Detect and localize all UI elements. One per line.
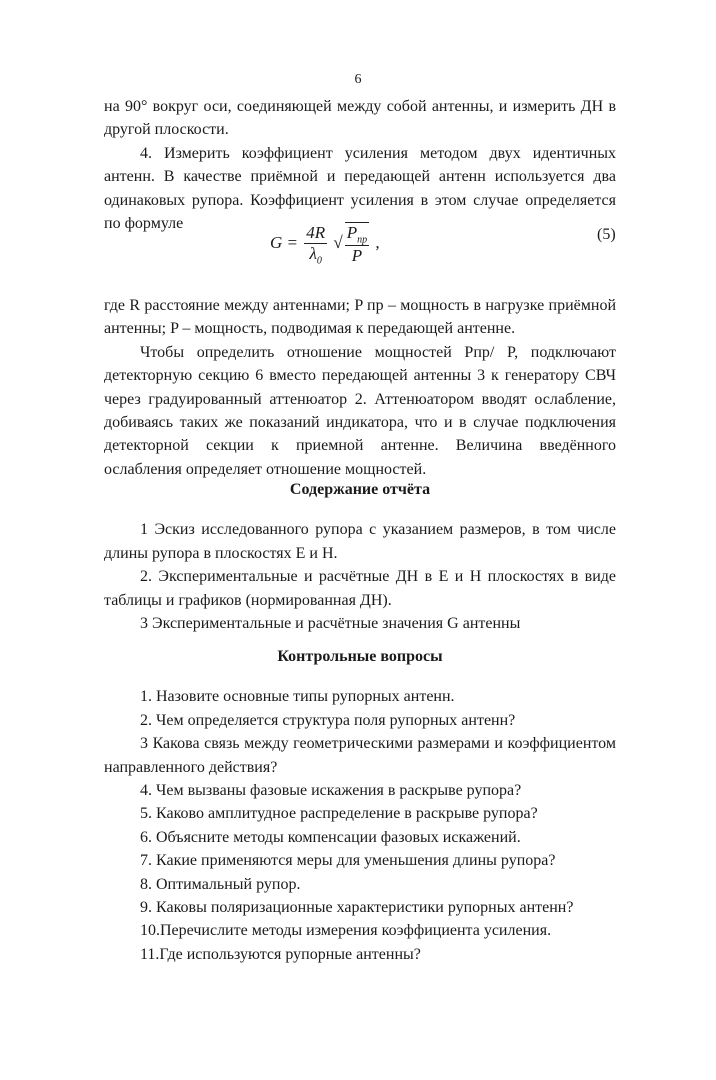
question-item: 10.Перечислите методы измерения коэффициента усиления.: [140, 922, 552, 940]
sqrt-icon: √: [333, 233, 343, 253]
formula-lhs: G =: [270, 233, 298, 253]
gain-formula: [270, 222, 380, 266]
paragraph-3: где R расстояние между антеннами; P пр – мощность в нагрузке приёмной антенны; P – мощность, подводимая к передающей антенне.: [104, 297, 616, 338]
question-item: 7. Какие применяются меры для уменьшения длины рупора?: [140, 852, 556, 870]
question-item: 11.Где используются рупорные антенны?: [140, 945, 421, 963]
formula-root-den: P: [351, 246, 363, 266]
report-heading: Содержание отчёта: [289, 481, 431, 498]
paragraph-1: на 90° вокруг оси, соединяющей между собой антенны, и измерить ДН в другой плоскости.: [104, 98, 616, 139]
report-item: 3 Экспериментальные и расчётные значения G антенны: [140, 615, 521, 633]
question-item: 6. Объясните методы компенсации фазовых искажений.: [140, 828, 521, 846]
question-item: 1. Назовите основные типы рупорных антенн.: [140, 688, 455, 706]
question-item: 9. Каковы поляризационные характеристики рупорных антенн?: [140, 899, 574, 917]
formula-lambda-sub: 0: [316, 254, 322, 266]
questions-section: [104, 645, 616, 966]
question-item: 5. Каково амплитудное распределение в раскрыве рупора?: [140, 805, 538, 823]
formula-numerator: 4R: [306, 222, 326, 242]
question-item: 4. Чем вызваны фазовые искажения в раскрыве рупора?: [140, 782, 522, 800]
report-item: 2. Экспериментальные и расчётные ДН в Е и Н плоскостях в виде таблицы и графиков (нормированная ДН).: [104, 568, 616, 609]
formula-lambda: λ: [309, 243, 317, 263]
intro-text: [104, 95, 616, 235]
question-item: 8. Оптимальный рупор.: [140, 875, 301, 893]
formula-tail: ,: [375, 233, 380, 253]
body-text: [104, 294, 616, 481]
paragraph-4: Чтобы определить отношение мощностей Pпр/ P, подключают детекторную секцию 6 вместо передающей антенны 3 к генератору СВЧ через градуированный аттенюатор 2. Аттенюатором вводят ослабление, добиваясь таких же показаний индикатора, что и в случае подключения детекторной секции к приемной антенне. Величина введённого ослабления определяет отношение мощностей.: [104, 343, 616, 478]
questions-heading: Контрольные вопросы: [277, 648, 443, 665]
formula-root-num: P: [346, 223, 358, 242]
formula-root-num-sub: пр: [357, 234, 368, 246]
report-section: [104, 478, 616, 635]
report-item: 1 Эскиз исследованного рупора с указанием размеров, в том числе длины рупора в плоскостях E и H.: [104, 521, 616, 562]
paragraph-2: 4. Измерить коэффициент усиления методом двух идентичных антенн. В качестве приёмной и передающей антенн используется два одинаковых рупора. Коэффициент усиления в этом случае определяется по формуле: [104, 144, 616, 233]
question-item: 3 Какова связь между геометрическими размерами и коэффициентом направленного действия?: [104, 735, 616, 776]
question-item: 2. Чем определяется структура поля рупорных антенн?: [140, 711, 516, 729]
page-number: 6: [354, 72, 362, 87]
formula-number: (5): [597, 226, 616, 243]
